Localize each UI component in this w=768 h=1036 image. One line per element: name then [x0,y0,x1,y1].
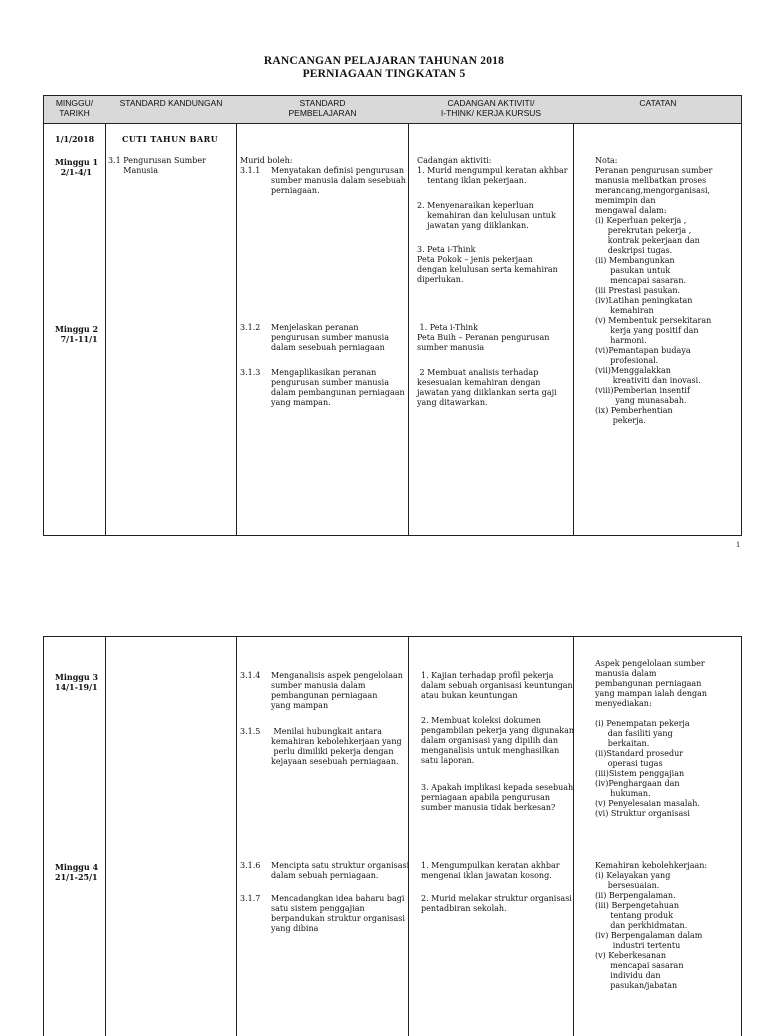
week3-activity-2: 2. Membuat koleksi dokumen pengambilan pekerja yang digunakan dalam organisasi yang dipilih dan menganalisis untuk menghasilkan satu laporan. [421,716,574,765]
week1-activity-2: 2. Menyenaraikan keperluan kemahiran dan kelulusan untuk jawatan yang diiklankan. [417,201,556,230]
sp-3-1-5-text: Menilai hubungkait antara kemahiran kebolehkerjaan yang perlu dimiliki pekerja dengan kejayaan sesebuah perniagaan. [271,727,402,766]
week1-activity-3: 3. Peta i-Think Peta Pokok – jenis pekerjaan dengan kelulusan serta kemahiran diperlukan. [417,245,558,284]
header-catatan: CATATAN [639,98,677,108]
header-standard-kandungan: STANDARD KANDUNGAN [119,98,223,108]
week4-activity-2: 2. Murid melakar struktur organisasi pentadbiran sekolah. [421,894,572,913]
week2-label: Minggu 2 7/1-11/1 [55,324,99,344]
sp-3-1-3-number: 3.1.3 [240,368,261,377]
week0-holiday-note: CUTI TAHUN BARU [122,134,219,144]
week3-catatan: Aspek pengelolaan sumber manusia dalam pembangunan perniagaan yang mampan ialah dengan menyediakan: (i) Penempatan pekerja dan fasiliti yang berkaitan. (ii)Standard prosedur operasi tugas (iii)Sistem penggajian (iv)Penghargaan dan hukuman. (v) Penyelesaian masalah. (vi) Struktur organisasi [595,659,708,818]
week1-sp-intro: Murid boleh: [240,156,293,165]
week1-catatan: Nota: Peranan pengurusan sumber manusia melibatkan proses merancang,mengorganisasi, memimpin dan mengawal dalam: (i) Keperluan pekerja , perekrutan pekerja , kontrak pekerjaan dan deskripsi tugas. (ii) Membangunkan pasukan untuk mencapai sasaran. (iii Prestasi pasukan. (iv)Latihan peningkatan kemahiran (v) Membentuk persekitaran kerja yang positif dan harmoni. (vi)Pemantapan budaya profesional. (vii)Menggalakkan kreativiti dan inovasi. (viii)Pemberian insentif yang munasabah. (ix) Pemberhentian pekerja. [595,156,713,425]
header-standard-pembelajaran: STANDARD PEMBELAJARAN [288,98,357,118]
week0-date: 1/1/2018 [55,134,95,144]
sp-3-1-4-text: Menganalisis aspek pengelolaan sumber manusia dalam pembangunan perniagaan yang mampan [271,671,403,710]
table-header-row [44,96,741,124]
lesson-plan-table-page2 [43,636,742,1036]
week3-activity-1: 1. Kajian terhadap profil pekerja dalam sebuah organisasi keuntungan atau bukan keuntungan [421,671,573,700]
week3-activity-3: 3. Apakah implikasi kepada sesebuah perniagaan apabila pengurusan sumber manusia tidak berkesan? [421,783,574,812]
week2-activity-2: 2 Membuat analisis terhadap kesesuaian kemahiran dengan jawatan yang diiklankan serta gaji yang ditawarkan. [417,368,557,407]
week1-activity-1: Cadangan aktiviti: 1. Murid mengumpul keratan akhbar tentang iklan pekerjaan. [417,156,568,185]
week4-activity-1: 1. Mengumpulkan keratan akhbar mengenai iklan jawatan kosong. [421,861,560,880]
sp-3-1-3-text: Mengaplikasikan peranan pengurusan sumber manusia dalam pembangunan perniagaan yang mampan. [271,368,405,407]
sp-3-1-5-number: 3.1.5 [240,727,261,736]
week1-standard-kandungan: 3.1 Pengurusan Sumber Manusia [108,156,206,175]
document-title-line1: RANCANGAN PELAJARAN TAHUNAN 2018 [263,55,505,67]
sp-3-1-7-number: 3.1.7 [240,894,261,903]
header-cadangan-aktiviti: CADANGAN AKTIVITI/ I-THINK/ KERJA KURSUS [440,98,542,118]
sp-3-1-2-text: Menjelaskan peranan pengurusan sumber manusia dalam sesebuah perniagaan [271,323,389,352]
sp-3-1-1-number: 3.1.1 [240,166,261,175]
sp-3-1-7-text: Mencadangkan idea baharu bagi satu sistem penggajian berpandukan struktur organisasi yang dibina [271,894,405,933]
lesson-plan-table-page1 [43,95,742,536]
sp-3-1-1-text: Menyatakan definisi pengurusan sumber manusia dalam sesebuah perniagaan. [271,166,406,195]
week1-label: Minggu 1 2/1-4/1 [55,157,99,177]
sp-3-1-4-number: 3.1.4 [240,671,261,680]
week2-activity-1: 1. Peta i-Think Peta Buih – Peranan pengurusan sumber manusia [417,323,550,352]
sp-3-1-2-number: 3.1.2 [240,323,261,332]
header-minggu: MINGGU/ TARIKH [55,98,94,118]
week4-label: Minggu 4 21/1-25/1 [55,862,99,882]
document-title-line2: PERNIAGAAN TINGKATAN 5 [302,68,466,80]
week3-label: Minggu 3 14/1-19/1 [55,672,99,692]
sp-3-1-6-text: Mencipta satu struktur organisasi dalam sebuah perniagaan. [271,861,410,880]
page-number: 1 [736,540,740,549]
sp-3-1-6-number: 3.1.6 [240,861,261,870]
week4-catatan: Kemahiran kebolehkerjaan: (i) Kelayakan yang bersesuaian. (ii) Berpengalaman. (iii) Berpengetahuan tentang produk dan perkhidmatan. (iv) Berpengalaman dalam industri tertentu (v) Keberkesanan mencapai sasaran individu dan pasukan/jabatan [595,861,708,990]
